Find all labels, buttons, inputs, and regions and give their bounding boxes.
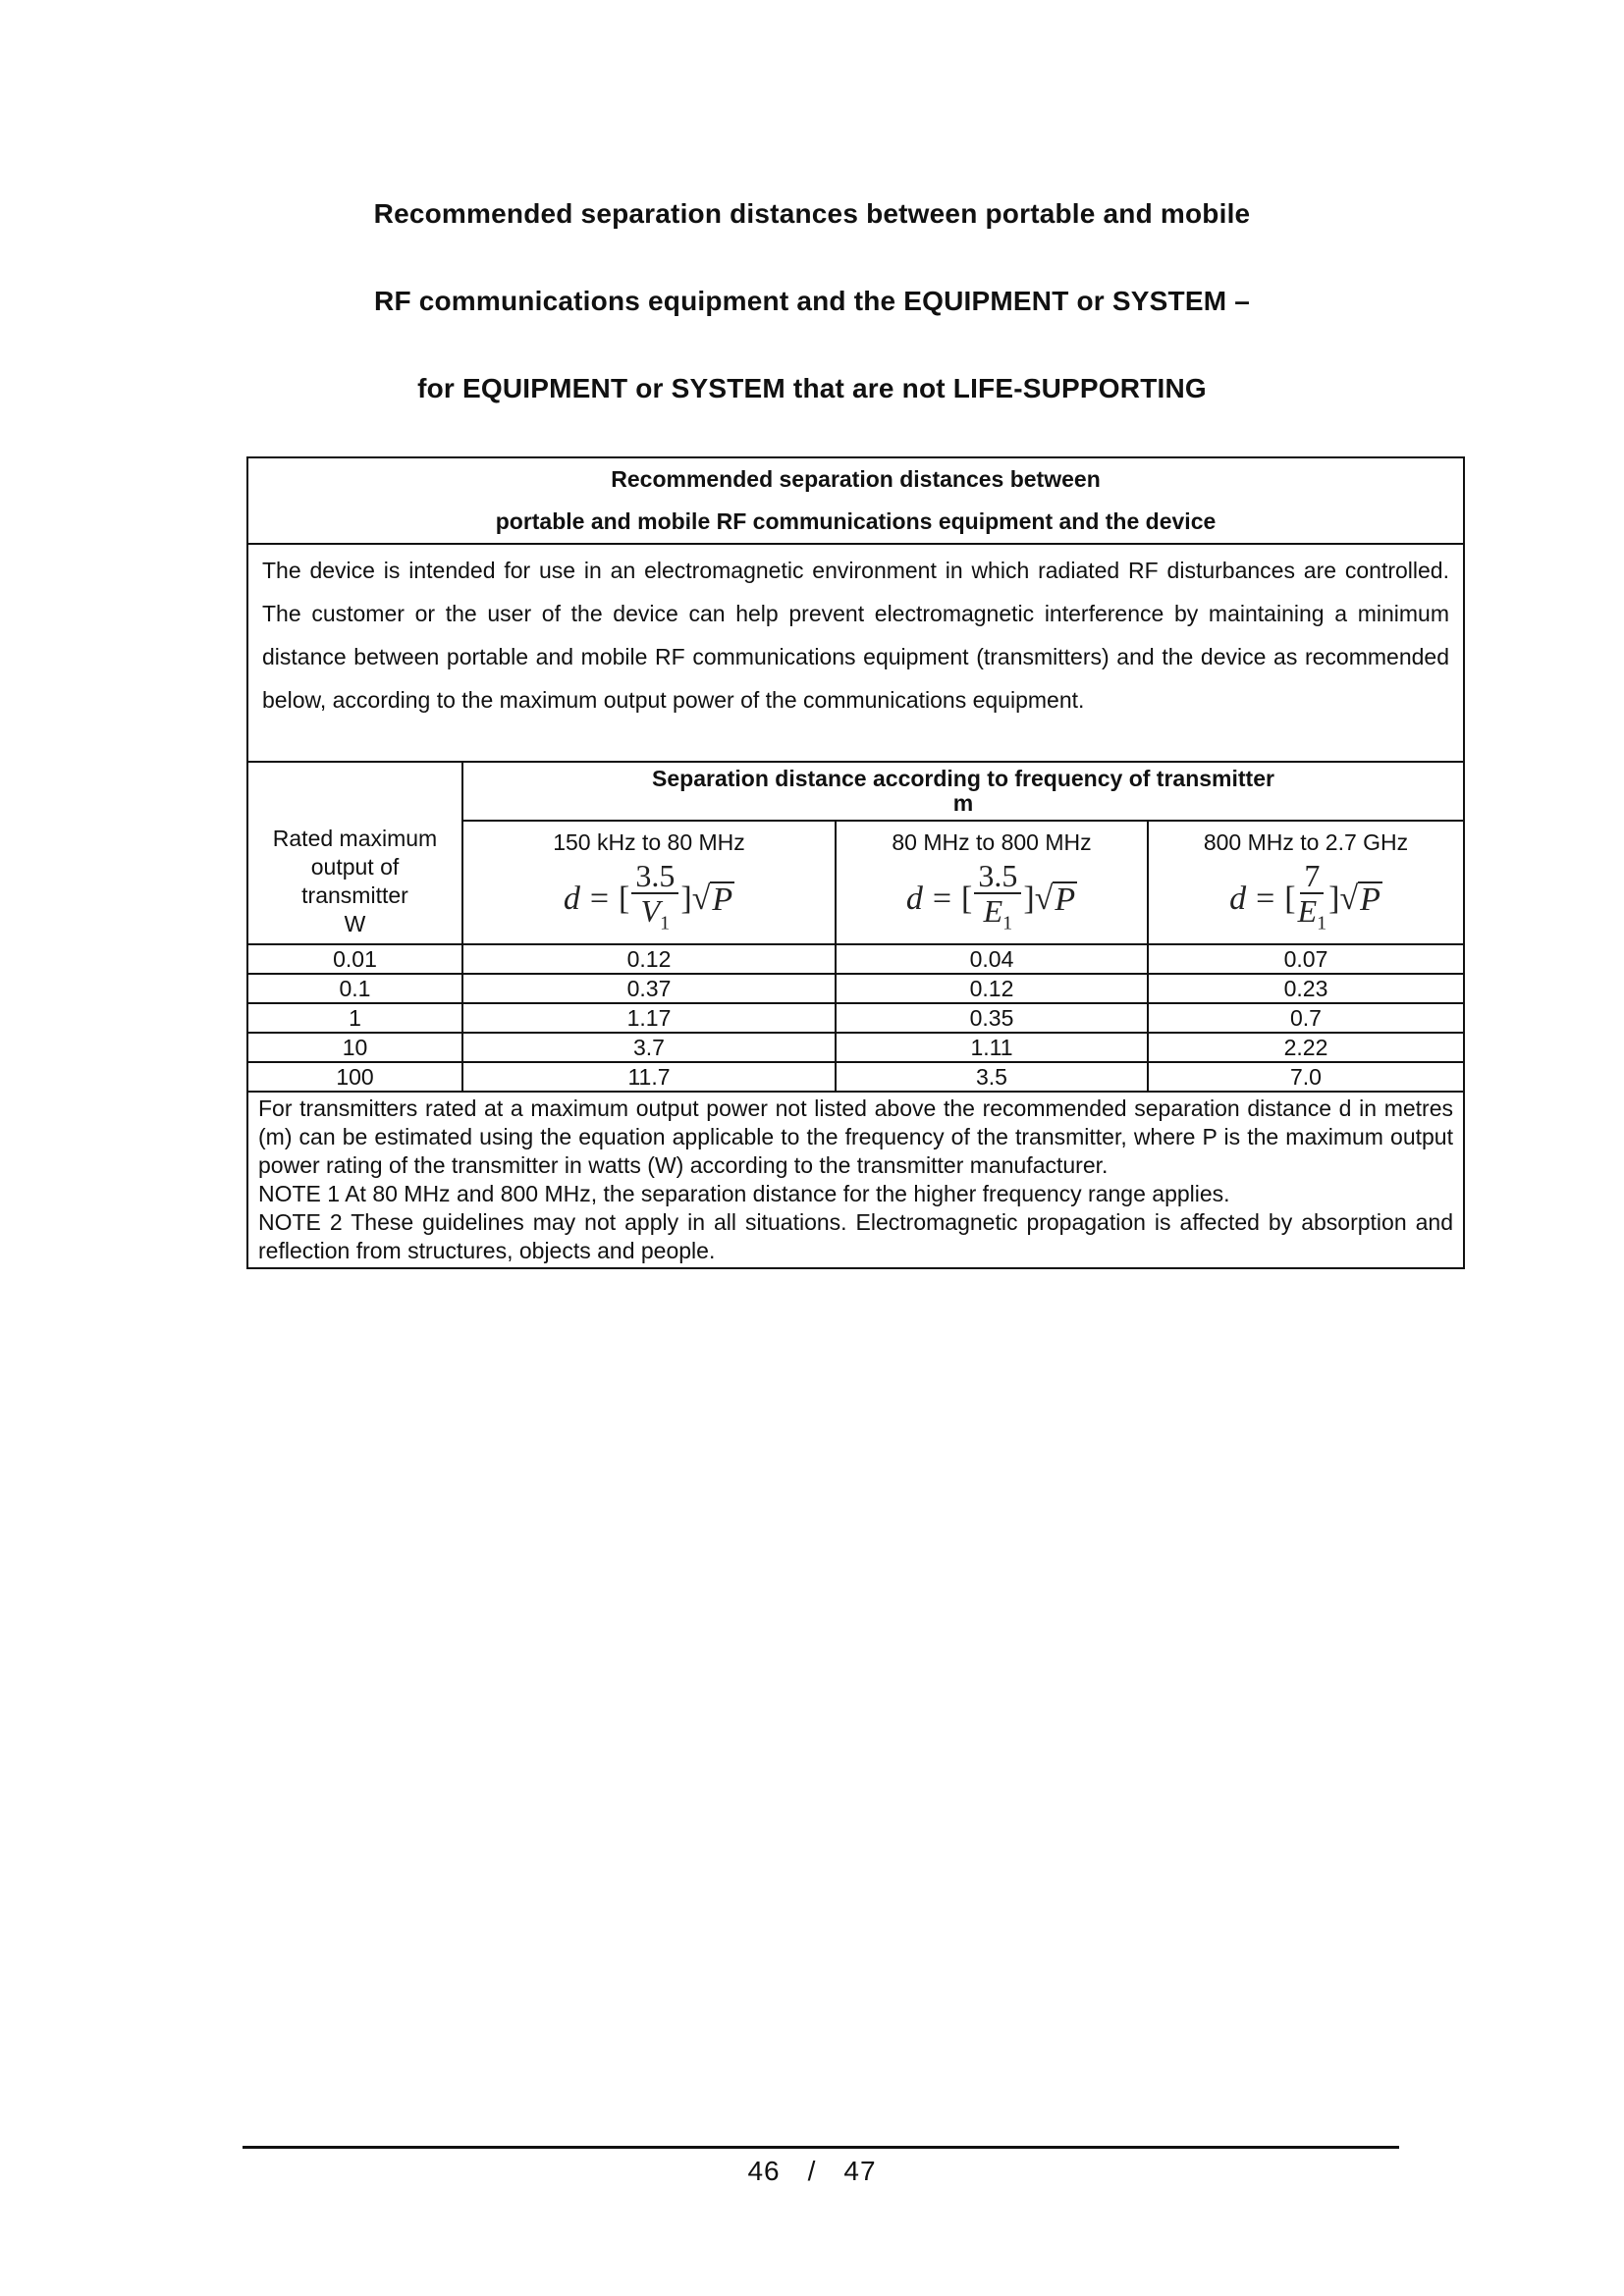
table-title-line-2: portable and mobile RF communications equipment and the device — [495, 508, 1217, 534]
power-cell: 1 — [247, 1003, 462, 1033]
distance-cell-band-1: 1.17 — [462, 1003, 836, 1033]
formula-denominator-symbol: E — [983, 893, 1003, 929]
formula-numerator: 3.5 — [974, 859, 1021, 894]
separation-distance-table — [246, 456, 1465, 1269]
table-row — [247, 1003, 1464, 1033]
distance-cell-band-1: 11.7 — [462, 1062, 836, 1092]
rated-header-line-2: output of — [310, 854, 400, 880]
formula-denominator-symbol: E — [1297, 893, 1318, 929]
power-cell: 0.01 — [247, 944, 462, 974]
formula-subscript: 1 — [1002, 912, 1013, 934]
distance-cell-band-2: 3.5 — [836, 1062, 1148, 1092]
power-cell: 10 — [247, 1033, 462, 1062]
footer-divider — [243, 2146, 1399, 2149]
formula-lhs: d — [563, 881, 580, 918]
formula-subscript: 1 — [1317, 912, 1327, 934]
distance-cell-band-2: 0.35 — [836, 1003, 1148, 1033]
table-row — [247, 944, 1464, 974]
distance-formula — [564, 859, 734, 939]
separation-distance-header — [462, 762, 1464, 821]
formula-fraction — [974, 859, 1021, 939]
distance-cell-band-3: 0.23 — [1148, 974, 1464, 1003]
formula-equals: = — [589, 881, 610, 918]
current-page: 46 — [747, 2156, 781, 2186]
left-bracket-icon: [ — [1284, 881, 1296, 918]
rated-power-header — [247, 762, 462, 944]
rated-header-line-1: Rated maximum — [272, 826, 438, 851]
power-cell: 100 — [247, 1062, 462, 1092]
band-label: 800 MHz to 2.7 GHz — [1203, 829, 1409, 855]
radical-sign-icon: √ — [1034, 881, 1054, 918]
radical-sign-icon: √ — [691, 881, 711, 918]
table-title-row — [247, 457, 1464, 544]
formula-lhs: d — [1229, 881, 1247, 918]
distance-cell-band-1: 0.37 — [462, 974, 836, 1003]
distance-cell-band-2: 0.12 — [836, 974, 1148, 1003]
table-title — [247, 457, 1464, 544]
formula-denominator — [984, 894, 1013, 939]
formula-denominator-symbol: V — [640, 893, 661, 929]
separation-header-unit: m — [952, 790, 974, 816]
table-row — [247, 974, 1464, 1003]
left-bracket-icon: [ — [961, 881, 973, 918]
formula-equals: = — [932, 881, 952, 918]
radical-sign-icon: √ — [1339, 881, 1359, 918]
table-notes — [247, 1092, 1464, 1268]
formula-equals: = — [1256, 881, 1275, 918]
table-intro-text: The device is intended for use in an electromagnetic environment in which radiated RF disturbances are controlled. The customer or the user of the device can help prevent electromagnetic interference by maintaining a minimum distance between portable and mobile RF communications equipment (transmitters) and the device as recommended below, according to the maximum output power of the communications equipment. — [247, 544, 1464, 762]
formula-radicand: P — [712, 881, 733, 919]
note-2: NOTE 2 These guidelines may not apply in all situations. Electromagnetic propagation is affected by absorption and reflection from structures, objects and people. — [258, 1209, 1453, 1263]
note-1: NOTE 1 At 80 MHz and 800 MHz, the separation distance for the higher frequency range applies. — [258, 1181, 1230, 1206]
distance-cell-band-3: 0.7 — [1148, 1003, 1464, 1033]
table-title-line-1: Recommended separation distances between — [611, 466, 1101, 492]
total-pages: 47 — [843, 2156, 877, 2186]
right-bracket-icon: ] — [680, 881, 692, 918]
square-root — [1035, 881, 1077, 917]
rated-header-unit: W — [344, 911, 366, 936]
right-bracket-icon: ] — [1328, 881, 1340, 918]
band-header-3 — [1148, 821, 1464, 944]
band-label: 80 MHz to 800 MHz — [892, 829, 1092, 855]
power-cell: 0.1 — [247, 974, 462, 1003]
note-general: For transmitters rated at a maximum output power not listed above the recommended separation distance d in metres (m) can be estimated using the equation applicable to the frequency of the transmitter, where P is the maximum output power rating of the transmitter in watts (W) according to the transmitter manufacturer. — [258, 1095, 1453, 1178]
document-heading-line-2: RF communications equipment and the EQUIPMENT or SYSTEM – — [374, 286, 1250, 316]
page-number — [0, 2156, 1624, 2187]
formula-denominator — [1298, 894, 1327, 939]
formula-fraction — [1298, 859, 1327, 939]
table-row — [247, 1062, 1464, 1092]
separation-header-title: Separation distance according to frequency of transmitter — [652, 766, 1274, 791]
band-header-2 — [836, 821, 1148, 944]
formula-numerator: 3.5 — [631, 859, 678, 894]
left-bracket-icon: [ — [619, 881, 630, 918]
band-label: 150 kHz to 80 MHz — [553, 829, 745, 855]
distance-formula — [1229, 859, 1382, 939]
distance-cell-band-2: 0.04 — [836, 944, 1148, 974]
right-bracket-icon: ] — [1023, 881, 1035, 918]
table-row — [247, 1033, 1464, 1062]
band-header-1 — [462, 821, 836, 944]
formula-radicand: P — [1360, 881, 1380, 919]
formula-denominator — [641, 894, 671, 939]
distance-cell-band-1: 0.12 — [462, 944, 836, 974]
page-separator: / — [807, 2156, 817, 2186]
formula-fraction — [631, 859, 678, 939]
formula-lhs: d — [905, 881, 923, 918]
square-root — [1339, 881, 1381, 917]
formula-subscript: 1 — [660, 912, 671, 934]
distance-cell-band-1: 3.7 — [462, 1033, 836, 1062]
table-notes-row — [247, 1092, 1464, 1268]
separation-header-row — [247, 762, 1464, 821]
distance-cell-band-3: 2.22 — [1148, 1033, 1464, 1062]
distance-cell-band-3: 0.07 — [1148, 944, 1464, 974]
distance-cell-band-2: 1.11 — [836, 1033, 1148, 1062]
distance-cell-band-3: 7.0 — [1148, 1062, 1464, 1092]
rated-header-line-3: transmitter — [301, 882, 408, 908]
formula-numerator: 7 — [1300, 859, 1324, 894]
formula-radicand: P — [1055, 881, 1076, 919]
document-heading-line-3: for EQUIPMENT or SYSTEM that are not LIFE-SUPPORTING — [417, 373, 1207, 403]
square-root — [692, 881, 734, 917]
document-heading-line-1: Recommended separation distances between portable and mobile — [373, 198, 1251, 229]
table-intro-row — [247, 544, 1464, 762]
distance-formula — [906, 859, 1077, 939]
